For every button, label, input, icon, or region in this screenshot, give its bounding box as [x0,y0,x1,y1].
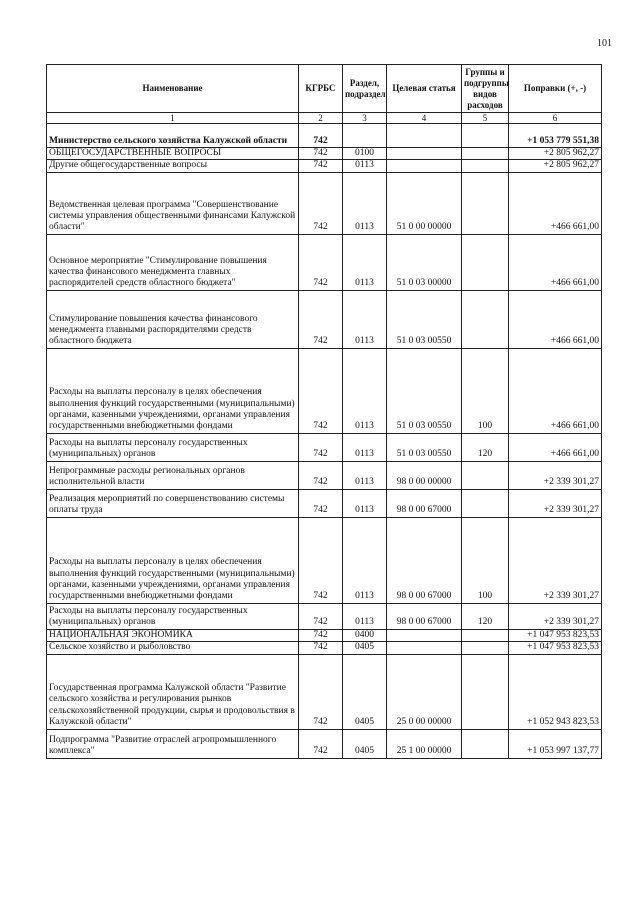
row-kgrbs: 742 [299,489,343,517]
column-number: 5 [462,113,509,124]
row-kgrbs: 742 [299,461,343,489]
table-row [47,654,602,729]
table-row [47,348,602,433]
row-target [387,160,462,172]
row-amount: +1 052 943 823,53 [509,654,602,729]
row-section: 0113 [343,160,387,172]
row-kgrbs: 742 [299,234,343,290]
row-section: 0113 [343,348,387,433]
row-name: Ведомственная целевая программа "Совершенствование системы управления общественными финансами Калужской области" [47,172,299,234]
row-kgrbs: 742 [299,729,343,758]
row-target [387,148,462,160]
column-number: 1 [47,113,299,124]
row-amount: +466 661,00 [509,234,602,290]
table-row [47,160,602,172]
row-name: Расходы на выплаты персоналу в целях обеспечения выполнения функций государственными (муниципальными) органами, казенными учреждениями, органами управления государственными внебюджетными фондами [47,348,299,433]
row-section: 0113 [343,234,387,290]
row-name: Министерство сельского хозяйства Калужской области [47,124,299,148]
row-target: 51 0 03 00550 [387,290,462,348]
table-row [47,629,602,641]
row-amount: +1 047 953 823,53 [509,642,602,654]
table-row [47,290,602,348]
row-section: 0405 [343,654,387,729]
row-amount: +466 661,00 [509,433,602,461]
row-kgrbs: 742 [299,654,343,729]
row-name: Основное мероприятие "Стимулирование повышения качества финансового менеджмента главных распорядителей средств областного бюджета" [47,234,299,290]
page-number: 101 [597,38,612,49]
row-section: 0113 [343,489,387,517]
row-name: Подпрограмма "Развитие отраслей агропромышленного комплекса" [47,729,299,758]
row-amount: +466 661,00 [509,348,602,433]
row-section: 0100 [343,148,387,160]
row-amount: +2 339 301,27 [509,489,602,517]
row-target: 98 0 00 67000 [387,603,462,629]
table-row [47,433,602,461]
row-group [462,489,509,517]
row-group [462,642,509,654]
header-amend: Поправки (+, -) [509,65,602,113]
row-amount: +466 661,00 [509,290,602,348]
row-group: 100 [462,348,509,433]
row-name: Государственная программа Калужской области "Развитие сельского хозяйства и регулирования рынков сельскохозяйственной продукции, сырья и продовольствия в Калужской области" [47,654,299,729]
row-group [462,290,509,348]
row-group [462,654,509,729]
row-kgrbs: 742 [299,629,343,641]
row-name: Непрограммные расходы региональных органов исполнительной власти [47,461,299,489]
row-amount: +2 805 962,27 [509,148,602,160]
row-target: 25 0 00 00000 [387,654,462,729]
column-number: 6 [509,113,602,124]
row-name: Расходы на выплаты персоналу в целях обеспечения выполнения функций государственными (муниципальными) органами, казенными учреждениями, органами управления государственными внебюджетными фондами [47,517,299,603]
row-name: Стимулирование повышения качества финансового менеджмента главными распорядителями средств областного бюджета [47,290,299,348]
table-row [47,124,602,148]
row-amount: +1 053 997 137,77 [509,729,602,758]
row-amount: +2 339 301,27 [509,461,602,489]
row-amount: +1 047 953 823,53 [509,629,602,641]
header-row [47,65,602,113]
row-group [462,234,509,290]
table-row [47,517,602,603]
row-section: 0113 [343,290,387,348]
table-row [47,642,602,654]
table-row [47,729,602,758]
column-number-row [47,113,602,124]
row-target: 98 0 00 67000 [387,517,462,603]
row-group [462,124,509,148]
header-groups: Группы и подгруппы видов расходов [462,65,509,113]
row-section: 0113 [343,433,387,461]
header-kgrbs: КГРБС [299,65,343,113]
row-kgrbs: 742 [299,160,343,172]
row-amount: +2 339 301,27 [509,517,602,603]
row-target: 51 0 03 00000 [387,234,462,290]
table-row [47,489,602,517]
table-row [47,461,602,489]
row-group [462,729,509,758]
budget-table [46,64,602,759]
row-kgrbs: 742 [299,603,343,629]
row-section: 0400 [343,629,387,641]
table-row [47,603,602,629]
column-number: 2 [299,113,343,124]
table-row [47,234,602,290]
header-target: Целевая статья [387,65,462,113]
row-target: 51 0 03 00550 [387,433,462,461]
row-group: 120 [462,433,509,461]
row-name: НАЦИОНАЛЬНАЯ ЭКОНОМИКА [47,629,299,641]
row-group [462,461,509,489]
row-name: ОБЩЕГОСУДАРСТВЕННЫЕ ВОПРОСЫ [47,148,299,160]
row-kgrbs: 742 [299,642,343,654]
row-group [462,160,509,172]
table-row [47,148,602,160]
row-target [387,124,462,148]
row-name: Другие общегосударственные вопросы [47,160,299,172]
row-kgrbs: 742 [299,348,343,433]
row-name: Расходы на выплаты персоналу государственных (муниципальных) органов [47,603,299,629]
row-kgrbs: 742 [299,124,343,148]
row-kgrbs: 742 [299,517,343,603]
row-section [343,124,387,148]
row-group: 100 [462,517,509,603]
row-amount: +1 053 779 551,38 [509,124,602,148]
row-group [462,148,509,160]
row-group [462,629,509,641]
row-amount: +466 661,00 [509,172,602,234]
row-amount: +2 805 962,27 [509,160,602,172]
row-target: 98 0 00 67000 [387,489,462,517]
row-amount: +2 339 301,27 [509,603,602,629]
row-name: Реализация мероприятий по совершенствованию системы оплаты труда [47,489,299,517]
row-target [387,642,462,654]
row-kgrbs: 742 [299,172,343,234]
row-kgrbs: 742 [299,148,343,160]
row-target [387,629,462,641]
row-target: 25 1 00 00000 [387,729,462,758]
column-number: 3 [343,113,387,124]
header-section: Раздел, подраздел [343,65,387,113]
row-section: 0405 [343,642,387,654]
row-section: 0113 [343,603,387,629]
row-section: 0113 [343,461,387,489]
row-target: 51 0 03 00550 [387,348,462,433]
row-section: 0113 [343,517,387,603]
table-row [47,172,602,234]
column-number: 4 [387,113,462,124]
row-section: 0405 [343,729,387,758]
row-target: 51 0 00 00000 [387,172,462,234]
row-group: 120 [462,603,509,629]
row-section: 0113 [343,172,387,234]
row-kgrbs: 742 [299,290,343,348]
row-name: Сельское хозяйство и рыболовство [47,642,299,654]
row-target: 98 0 00 00000 [387,461,462,489]
row-kgrbs: 742 [299,433,343,461]
row-group [462,172,509,234]
header-name: Наименование [47,65,299,113]
row-name: Расходы на выплаты персоналу государственных (муниципальных) органов [47,433,299,461]
